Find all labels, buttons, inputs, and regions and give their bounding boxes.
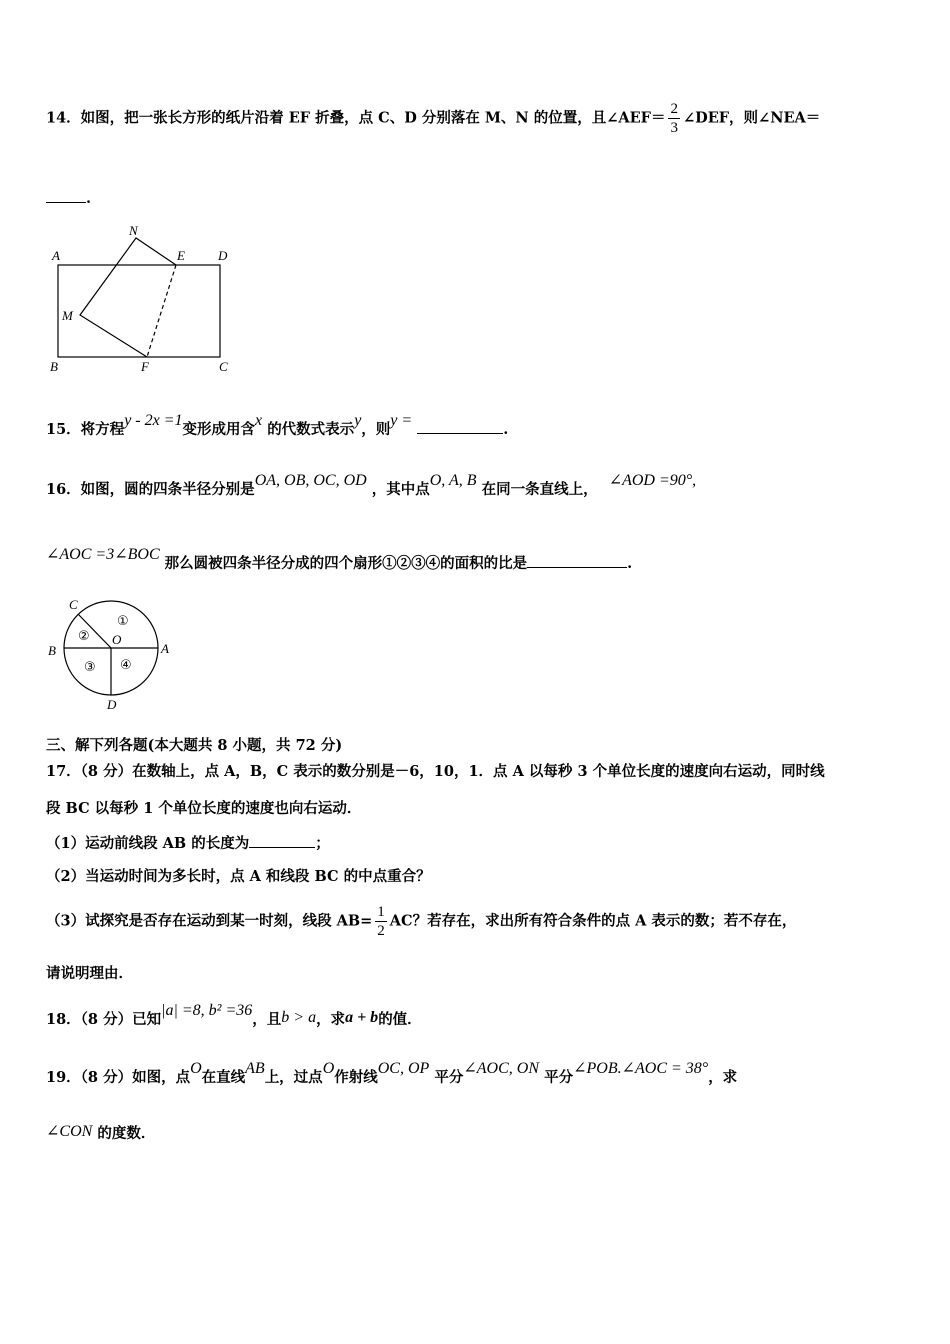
q14-answer-line <box>46 190 91 207</box>
label-d: D <box>218 248 228 263</box>
q14-text-b: ∠DEF，则∠NEA＝ <box>682 109 821 127</box>
q18-prefix: 18．（8 分）已知 <box>46 1011 162 1028</box>
q15-end: . <box>503 421 509 438</box>
q17-part3-c: 请说明理由． <box>46 965 133 982</box>
q18-expression: a + b <box>345 1009 379 1026</box>
q14-line <box>46 100 820 137</box>
q19-prefix: 19．（8 分）如图，点 <box>46 1069 191 1086</box>
q17-line2: 段 BC 以每秒 1 个单位长度的速度也向右运动． <box>46 800 362 817</box>
q16-circle-figure <box>40 593 190 718</box>
q16-mid: ，其中点 <box>371 481 430 498</box>
q18-end: 的值． <box>378 1011 422 1028</box>
q14-fraction: $\frac{2}{3}$ <box>670 101 678 136</box>
q15-eq2: y = <box>390 412 413 429</box>
q14-end: . <box>86 190 92 207</box>
q15-equation: y - 2x =1 <box>124 412 183 429</box>
label-c: C <box>69 597 78 612</box>
q18-line <box>46 1002 422 1029</box>
q15-answer-blank[interactable] <box>417 421 503 434</box>
q17-part2: （2）当运动时间为多长时，点 A 和线段 BC 的中点重合？ <box>46 868 431 885</box>
q16-text2: 那么圆被四条半径分成的四个扇形①②③④的面积的比是 <box>164 555 528 572</box>
q19-point-o2: O <box>322 1060 335 1077</box>
label-f: F <box>141 359 149 374</box>
q16-end: . <box>627 555 633 572</box>
fold-line-ef <box>147 265 176 357</box>
q17-part1-end: ； <box>315 835 330 852</box>
q15-var-y: y <box>354 412 362 429</box>
q15-line <box>46 412 509 439</box>
q19-angle-aoc: ∠AOC, ON <box>463 1060 540 1077</box>
q16-line2 <box>46 546 633 573</box>
sector-1: ① <box>117 614 129 629</box>
label-a: A <box>52 248 60 263</box>
label-a: A <box>161 641 169 656</box>
q19-t6: ，求 <box>708 1069 738 1086</box>
q19-point-o: O <box>190 1060 202 1077</box>
q14-text-a: 14．如图，把一张长方形的纸片沿着 EF 折叠，点 C、D 分别落在 M、N 的位置，且∠AEF＝ <box>46 109 666 127</box>
q17-part3 <box>46 903 796 940</box>
q16-mid2: 在同一条直线上， <box>481 481 598 498</box>
q15-mid: 变形成用含 <box>182 421 256 438</box>
label-o: O <box>112 632 122 647</box>
label-e: E <box>177 248 185 263</box>
q17-line1: 17．（8 分）在数轴上，点 A，B，C 表示的数分别是－6，10，1．点 A 以每秒 3 个单位长度的速度向右运动，同时线 <box>46 763 825 780</box>
label-m: M <box>62 308 73 323</box>
sector-3: ③ <box>84 660 96 675</box>
q16-line1 <box>46 472 697 499</box>
folded-part <box>80 238 176 357</box>
q19-line2 <box>46 1122 155 1143</box>
q16-prefix: 16．如图，圆的四条半径分别是 <box>46 481 255 498</box>
q19-angle-con: ∠CON <box>46 1123 93 1140</box>
q16-points: O, A, B <box>429 472 477 489</box>
q17-part1-text: （1）运动前线段 AB 的长度为 <box>46 835 250 852</box>
q19-angle-pob: ∠POB.∠AOC = 38° <box>573 1060 709 1077</box>
q17-answer-blank[interactable] <box>249 835 315 848</box>
q15-mid3: ，则 <box>361 421 391 438</box>
sector-4: ④ <box>120 658 132 673</box>
q16-answer-blank[interactable] <box>527 555 627 568</box>
q17-part1 <box>46 832 330 853</box>
q19-t1: 在直线 <box>201 1069 246 1086</box>
q19-t2: 上，过点 <box>264 1069 323 1086</box>
q16-angle-aod: ∠AOD =90°, <box>608 472 697 489</box>
q19-end: 的度数． <box>97 1125 156 1142</box>
q17-part3-a: （3）试探究是否存在运动到某一时刻，线段 AB= <box>46 912 373 930</box>
q14-answer-blank[interactable] <box>46 190 86 203</box>
q15-prefix: 15．将方程 <box>46 421 125 438</box>
q19-t4: 平分 <box>434 1069 464 1086</box>
q14-figure <box>40 220 260 380</box>
section-3-heading: 三、解下列各题(本大题共 8 小题，共 72 分) <box>46 737 343 754</box>
q16-angle-aoc: ∠AOC =3∠BOC <box>46 546 160 563</box>
q19-line1 <box>46 1060 738 1087</box>
label-n: N <box>129 223 138 238</box>
q17-fraction: $\frac{1}{2}$ <box>377 904 385 939</box>
label-c: C <box>219 359 228 374</box>
q19-line-ab: AB <box>245 1060 265 1077</box>
q19-t5: 平分 <box>544 1069 574 1086</box>
q18-mid: ，且 <box>252 1011 282 1028</box>
q15-mid2: 的代数式表示 <box>267 421 355 438</box>
label-d: D <box>107 697 117 712</box>
q18-condition: |a| =8, b² =36 <box>161 1002 253 1019</box>
q16-radii: OA, OB, OC, OD <box>254 472 367 489</box>
q15-var-x: x <box>255 412 263 429</box>
q17-part3-b: AC？若存在，求出所有符合条件的点 A 表示的数；若不存在， <box>389 912 797 930</box>
label-b: B <box>50 359 58 374</box>
q19-t3: 作射线 <box>334 1069 378 1086</box>
q18-mid2: ，求 <box>316 1011 346 1028</box>
sector-2: ② <box>78 629 90 644</box>
q18-inequality: b > a <box>281 1009 317 1026</box>
q19-rays: OC, OP <box>377 1060 430 1077</box>
label-b: B <box>48 643 56 658</box>
